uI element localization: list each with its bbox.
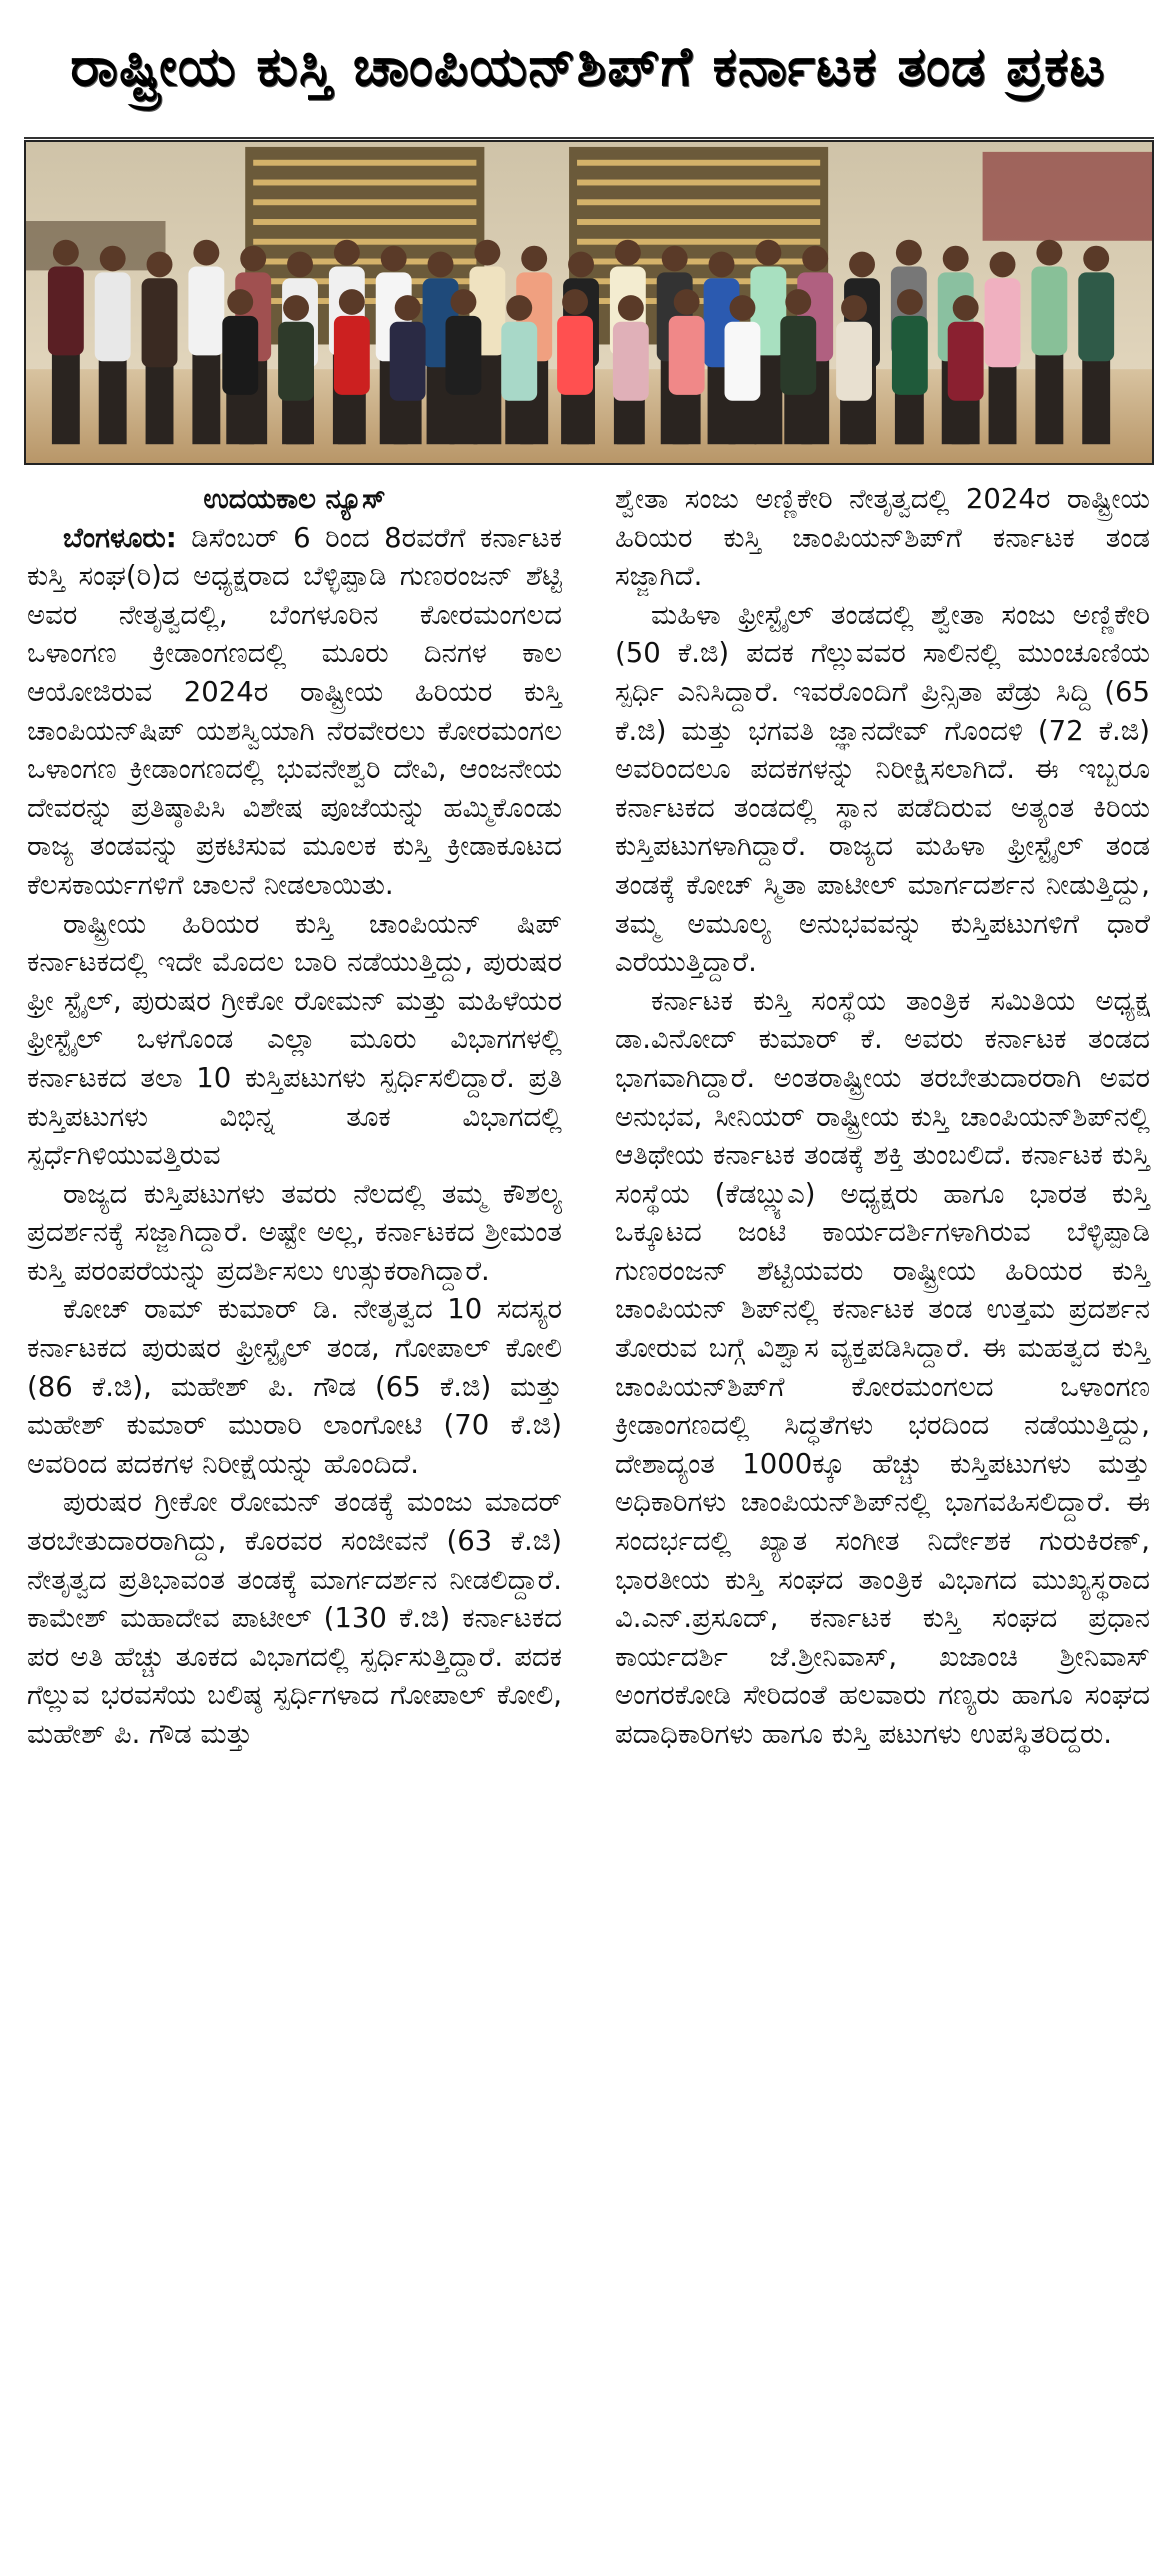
paragraph: ರಾಷ್ಟ್ರೀಯ ಹಿರಿಯರ ಕುಸ್ತಿ ಚಾಂಪಿಯನ್ ಷಿಪ್ ಕರ್ನಾಟಕದಲ್ಲಿ ಇದೇ ಮೊದಲ ಬಾರಿ ನಡೆಯುತ್ತಿದ್ದು, ಪುರುಷರ ಫ್ರೀ ಸ್ಟೈಲ್, ಪುರುಷರ ಗ್ರೀಕೋ ರೋಮನ್ ಮತ್ತು ಮಹಿಳೆಯರ ಫ್ರೀಸ್ಟೈಲ್ ಒಳಗೊಂಡ ಎಲ್ಲಾ ಮೂರು ವಿಭಾಗಗಳಲ್ಲಿ ಕರ್ನಾಟಕದ ತಲಾ 10 ಕುಸ್ತಿಪಟುಗಳು ಸ್ಪರ್ಧಿಸಲಿದ್ದಾರೆ. ಪ್ರತಿ ಕುಸ್ತಿಪಟುಗಳು ವಿಭಿನ್ನ ತೂಕ ವಿಭಾಗದಲ್ಲಿ ಸ್ಪರ್ಧೆಗಿಳಿಯುವತ್ತಿರುವ xyxy=(27,907,562,1172)
paragraph xyxy=(27,519,562,905)
headline: ರಾಷ್ಟ್ರೀಯ ಕುಸ್ತಿ ಚಾಂಪಿಯನ್‌ಶಿಪ್‌ಗೆ ಕರ್ನಾಟಕ ತಂಡ ಪ್ರಕಟ xyxy=(70,35,1106,98)
person-back-row xyxy=(48,240,84,444)
paragraph-text: ಡಿಸೆಂಬರ್ 6 ರಿಂದ 8ರವರೆಗೆ ಕರ್ನಾಟಕ ಕುಸ್ತಿ ಸಂಘ(ರಿ)ದ ಅಧ್ಯಕ್ಷರಾದ ಬೆಳ್ಳಿಪ್ಪಾಡಿ ಗುಣರಂಜನ್ ಶೆಟ್ಟಿ ಅವರ ನೇತೃತ್ವದಲ್ಲಿ, ಬೆಂಗಳೂರಿನ ಕೋರಮಂಗಲದ ಒಳಾಂಗಣ ಕ್ರೀಡಾಂಗಣದಲ್ಲಿ ಮೂರು ದಿನಗಳ ಕಾಲ ಆಯೋಜಿರುವ 2024ರ ರಾಷ್ಟ್ರೀಯ ಹಿರಿಯರ ಕುಸ್ತಿ ಚಾಂಪಿಯನ್‌ಷಿಪ್ ಯಶಸ್ವಿಯಾಗಿ ನೆರವೇರಲು ಕೋರಮಂಗಲ ಒಳಾಂಗಣ ಕ್ರೀಡಾಂಗಣದಲ್ಲಿ ಭುವನೇಶ್ವರಿ ದೇವಿ, ಆಂಜನೇಯ ದೇವರನ್ನು ಪ್ರತಿಷ್ಠಾಪಿಸಿ ವಿಶೇಷ ಪೂಜೆಯನ್ನು ಹಮ್ಮಿಕೊಂಡು ರಾಜ್ಯ ತಂಡವನ್ನು ಪ್ರಕಟಿಸುವ ಮೂಲಕ ಕುಸ್ತಿ ಕ್ರೀಡಾಕೂಟದ ಕೆಲಸಕಾರ್ಯಗಳಿಗೆ ಚಾಲನೆ ನೀಡಲಾಯಿತು. xyxy=(27,521,562,901)
paragraph: ರಾಜ್ಯದ ಕುಸ್ತಿಪಟುಗಳು ತವರು ನೆಲದಲ್ಲಿ ತಮ್ಮ ಕೌಶಲ್ಯ ಪ್ರದರ್ಶನಕ್ಕೆ ಸಜ್ಜಾಗಿದ್ದಾರೆ. ಅಷ್ಟೇ ಅಲ್ಲ, ಕರ್ನಾಟಕದ ಶ್ರೀಮಂತ ಕುಸ್ತಿ ಪರಂಪರೆಯನ್ನು ಪ್ರದರ್ಶಿಸಲು ಉತ್ಸುಕರಾಗಿದ್ದಾರೆ. xyxy=(27,1177,562,1287)
paragraph: ಶ್ವೇತಾ ಸಂಜು ಅಣ್ಣಿಕೇರಿ ನೇತೃತ್ವದಲ್ಲಿ 2024ರ ರಾಷ್ಟ್ರೀಯ ಹಿರಿಯರ ಕುಸ್ತಿ ಚಾಂಪಿಯನ್‌ಶಿಪ್‌ಗೆ ಕರ್ನಾಟಕ ತಂಡ ಸಜ್ಜಾಗಿದೆ. xyxy=(615,483,1150,593)
person-back-row xyxy=(95,246,131,445)
team-photo xyxy=(24,140,1154,465)
photo-icon xyxy=(26,142,1152,463)
person-back-row xyxy=(1078,246,1114,445)
byline: ಉದಯಕಾಲ ನ್ಯೂಸ್ xyxy=(203,483,386,515)
person-back-row xyxy=(188,240,224,444)
paragraph: ಕೋಚ್ ರಾಮ್ ಕುಮಾರ್ ಡಿ. ನೇತೃತ್ವದ 10 ಸದಸ್ಯರ ಕರ್ನಾಟಕದ ಪುರುಷರ ಫ್ರೀಸ್ಟೈಲ್ ತಂಡ, ಗೋಪಾಲ್ ಕೋಲಿ (86 ಕೆ.ಜಿ), ಮಹೇಶ್ ಪಿ. ಗೌಡ (65 ಕೆ.ಜಿ) ಮತ್ತು ಮಹೇಶ್ ಕುಮಾರ್ ಮುರಾರಿ ಲಾಂಗೋಟಿ (70 ಕೆ.ಜಿ) ಅವರಿಂದ ಪದಕಗಳ ನಿರೀಕ್ಷೆಯನ್ನು ಹೊಂದಿದೆ. xyxy=(27,1293,562,1480)
headline-divider xyxy=(24,137,1154,139)
person-back-row xyxy=(142,252,178,445)
paragraph: ಪುರುಷರ ಗ್ರೀಕೋ ರೋಮನ್ ತಂಡಕ್ಕೆ ಮಂಜು ಮಾದರ್ ತರಬೇತುದಾರರಾಗಿದ್ದು, ಕೊರವರ ಸಂಜೀವನೆ (63 ಕೆ.ಜಿ) ನೇತೃತ್ವದ ಪ್ರತಿಭಾವಂತ ತಂಡಕ್ಕೆ ಮಾರ್ಗದರ್ಶನ ನೀಡಲಿದ್ದಾರೆ. ಕಾಮೇಶ್ ಮಹಾದೇವ ಪಾಟೀಲ್ (130 ಕೆ.ಜಿ) ಕರ್ನಾಟಕದ ಪರ ಅತಿ ಹೆಚ್ಚು ತೂಕದ ವಿಭಾಗದಲ್ಲಿ ಸ್ಪರ್ಧಿಸುತ್ತಿದ್ದಾರೆ. ಪದಕ ಗೆಲ್ಲುವ ಭರವಸೆಯ ಬಲಿಷ್ಠ ಸ್ಪರ್ಧಿಗಳಾದ ಗೋಪಾಲ್ ಕೋಲಿ, ಮಹೇಶ್ ಪಿ. ಗೌಡ ಮತ್ತು xyxy=(27,1486,562,1750)
person-back-row xyxy=(985,252,1021,445)
article-column-left xyxy=(27,480,562,1754)
group-of-people xyxy=(48,240,1114,444)
dateline: ಬೆಂಗಳೂರು: xyxy=(63,521,177,554)
paragraph: ಮಹಿಳಾ ಫ್ರೀಸ್ಟೈಲ್ ತಂಡದಲ್ಲಿ ಶ್ವೇತಾ ಸಂಜು ಅಣ್ಣಿಕೇರಿ (50 ಕೆ.ಜಿ) ಪದಕ ಗೆಲ್ಲುವವರ ಸಾಲಿನಲ್ಲಿ ಮುಂಚೂಣಿಯ ಸ್ಪರ್ಧಿ ಎನಿಸಿದ್ದಾರೆ. ಇವರೊಂದಿಗೆ ಪ್ರಿನ್ಸಿತಾ ಪೆಡ್ರು ಸಿದ್ದಿ (65 ಕೆ.ಜಿ) ಮತ್ತು ಭಗವತಿ ಜ್ಞಾನದೇವ್ ಗೊಂದಳಿ (72 ಕೆ.ಜಿ) ಅವರಿಂದಲೂ ಪದಕಗಳನ್ನು ನಿರೀಕ್ಷಿಸಲಾಗಿದೆ. ಈ ಇಬ್ಬರೂ ಕರ್ನಾಟಕದ ತಂಡದಲ್ಲಿ ಸ್ಥಾನ ಪಡೆದಿರುವ ಅತ್ಯಂತ ಕಿರಿಯ ಕುಸ್ತಿಪಟುಗಳಾಗಿದ್ದಾರೆ. ರಾಜ್ಯದ ಮಹಿಳಾ ಫ್ರೀಸ್ಟೈಲ್ ತಂಡ ತಂಡಕ್ಕೆ ಕೋಚ್ ಸ್ಮಿತಾ ಪಾಟೀಲ್ ಮಾರ್ಗದರ್ಶನ ನೀಡುತ್ತಿದ್ದು, ತಮ್ಮ ಅಮೂಲ್ಯ ಅನುಭವವನ್ನು ಕುಸ್ತಿಪಟುಗಳಿಗೆ ಧಾರೆ ಎರೆಯುತ್ತಿದ್ದಾರೆ. xyxy=(615,598,1150,979)
person-back-row xyxy=(1031,240,1067,444)
article-column-right xyxy=(615,480,1150,1754)
paragraph: ಕರ್ನಾಟಕ ಕುಸ್ತಿ ಸಂಸ್ಥೆಯ ತಾಂತ್ರಿಕ ಸಮಿತಿಯ ಅಧ್ಯಕ್ಷ ಡಾ.ವಿನೋದ್ ಕುಮಾರ್ ಕೆ. ಅವರು ಕರ್ನಾಟಕ ತಂಡದ ಭಾಗವಾಗಿದ್ದಾರೆ. ಅಂತರಾಷ್ಟ್ರೀಯ ತರಬೇತುದಾರರಾಗಿ ಅವರ ಅನುಭವ, ಸೀನಿಯರ್ ರಾಷ್ಟ್ರೀಯ ಕುಸ್ತಿ ಚಾಂಪಿಯನ್‌ಶಿಪ್‌ನಲ್ಲಿ ಆತಿಥೇಯ ಕರ್ನಾಟಕ ತಂಡಕ್ಕೆ ಶಕ್ತಿ ತುಂಬಲಿದೆ. ಕರ್ನಾಟಕ ಕುಸ್ತಿ ಸಂಸ್ಥೆಯ (ಕೆಡಬ್ಲ್ಯುಎ) ಅಧ್ಯಕ್ಷರು ಹಾಗೂ ಭಾರತ ಕುಸ್ತಿ ಒಕ್ಕೂಟದ ಜಂಟಿ ಕಾರ್ಯದರ್ಶಿಗಳಾಗಿರುವ ಬೆಳ್ಳಿಪ್ಪಾಡಿ ಗುಣರಂಜನ್ ಶೆಟ್ಟಿಯವರು ರಾಷ್ಟ್ರೀಯ ಹಿರಿಯರ ಕುಸ್ತಿ ಚಾಂಪಿಯನ್ ಶಿಪ್‌ನಲ್ಲಿ ಕರ್ನಾಟಕ ತಂಡ ಉತ್ತಮ ಪ್ರದರ್ಶನ ತೋರುವ ಬಗ್ಗೆ ವಿಶ್ವಾಸ ವ್ಯಕ್ತಪಡಿಸಿದ್ದಾರೆ. ಈ ಮಹತ್ವದ ಕುಸ್ತಿ ಚಾಂಪಿಯನ್‌ಶಿಪ್‌ಗೆ ಕೋರಮಂಗಲದ ಒಳಾಂಗಣ ಕ್ರೀಡಾಂಗಣದಲ್ಲಿ ಸಿದ್ಧತೆಗಳು ಭರದಿಂದ ನಡೆಯುತ್ತಿದ್ದು, ದೇಶಾದ್ಯಂತ 1000ಕ್ಕೂ ಹೆಚ್ಚು ಕುಸ್ತಿಪಟುಗಳು ಮತ್ತು ಅಧಿಕಾರಿಗಳು ಚಾಂಪಿಯನ್‌ಶಿಪ್‌ನಲ್ಲಿ ಭಾಗವಹಿಸಲಿದ್ದಾರೆ. ಈ ಸಂದರ್ಭದಲ್ಲಿ ಖ್ಯಾತ ಸಂಗೀತ ನಿರ್ದೇಶಕ ಗುರುಕಿರಣ್, ಭಾರತೀಯ ಕುಸ್ತಿ ಸಂಘದ ತಾಂತ್ರಿಕ ವಿಭಾಗದ ಮುಖ್ಯಸ್ಥರಾದ ವಿ.ಎನ್.ಪ್ರಸೂದ್, ಕರ್ನಾಟಕ ಕುಸ್ತಿ ಸಂಘದ ಪ್ರಧಾನ ಕಾರ್ಯದರ್ಶಿ ಜೆ.ಶ್ರೀನಿವಾಸ್, ಖಜಾಂಚಿ ಶ್ರೀನಿವಾಸ್ ಅಂಗರಕೋಡಿ ಸೇರಿದಂತೆ ಹಲವಾರು ಗಣ್ಯರು ಹಾಗೂ ಸಂಘದ ಪದಾಧಿಕಾರಿಗಳು ಹಾಗೂ ಕುಸ್ತಿ ಪಟುಗಳು ಉಪಸ್ಥಿತರಿದ್ದರು. xyxy=(615,984,1150,1750)
